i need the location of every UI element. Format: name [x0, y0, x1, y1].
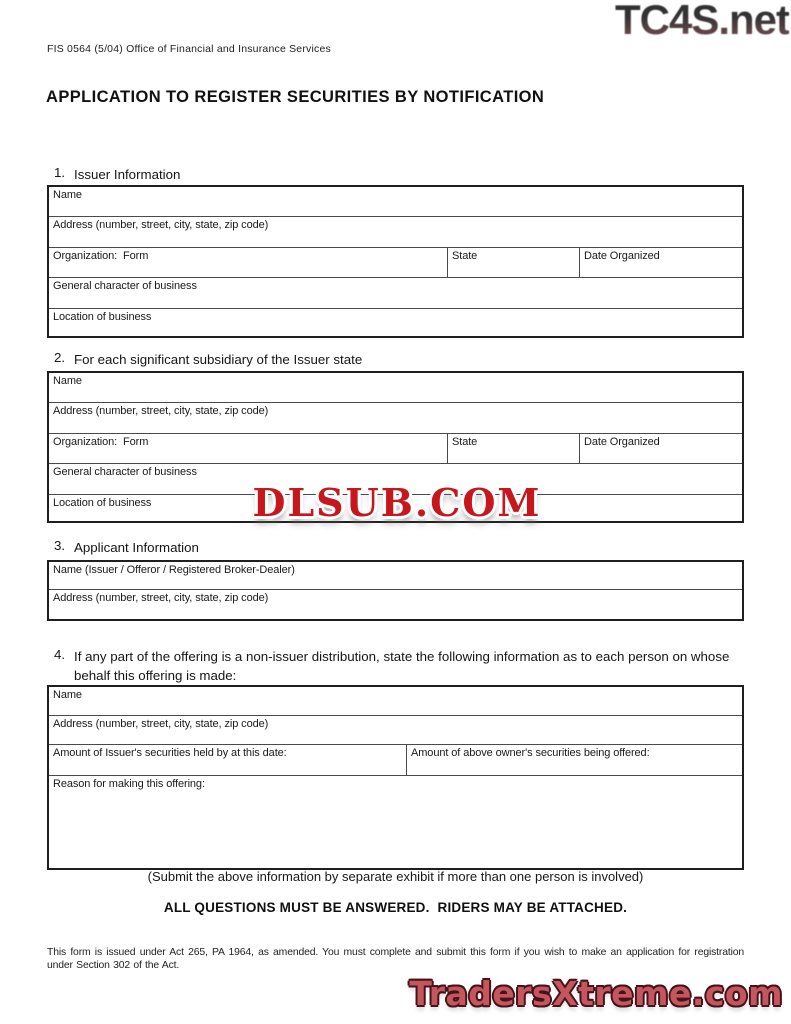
applicant-name-field[interactable]: [49, 562, 742, 590]
section3-title: Applicant Information: [74, 540, 199, 555]
amount-held-field[interactable]: [49, 745, 407, 775]
subsidiary-name-label: Name: [53, 375, 82, 387]
subsidiary-location-label: Location of business: [53, 497, 152, 509]
subsidiary-organization-row: [49, 434, 742, 464]
issuer-date-organized-field[interactable]: [580, 248, 742, 277]
reason-label: Reason for making this offering:: [53, 778, 205, 790]
form-title: APPLICATION TO REGISTER SECURITIES BY NOTIFICATION: [46, 88, 545, 106]
amount-held-label: Amount of Issuer's securities held by at this date:: [53, 747, 287, 759]
issuer-general-character-label: General character of business: [53, 280, 197, 292]
issuer-address-field[interactable]: [49, 217, 742, 248]
section4-heading: [54, 647, 754, 685]
owner-address-label: Address (number, street, city, state, zip code): [53, 718, 269, 730]
subsidiary-date-organized-field[interactable]: [580, 434, 742, 463]
issuer-name-label: Name: [53, 189, 82, 201]
subsidiary-organization-label: Organization: Form: [53, 436, 149, 448]
subsidiary-state-label: State: [452, 436, 478, 448]
owner-name-field[interactable]: [49, 687, 742, 716]
applicant-address-field[interactable]: [49, 590, 742, 619]
subsidiary-date-organized-label: Date Organized: [584, 436, 660, 448]
applicant-address-label: Address (number, street, city, state, zip code): [53, 592, 269, 604]
amounts-row: [49, 745, 742, 776]
issuer-organization-field[interactable]: [49, 248, 448, 277]
issuer-organization-label: Organization: Form: [53, 250, 149, 262]
subsidiary-address-label: Address (number, street, city, state, zip code): [53, 405, 269, 417]
section3-heading: [54, 538, 199, 557]
applicant-name-label: Name (Issuer / Offeror / Registered Broker-Dealer): [53, 564, 295, 576]
issuer-general-character-field[interactable]: [49, 278, 742, 309]
issuer-location-field[interactable]: [49, 309, 742, 336]
all-questions-note: ALL QUESTIONS MUST BE ANSWERED. RIDERS MAY BE ATTACHED.: [163, 900, 628, 915]
amount-offered-label: Amount of above owner's securities being offered:: [411, 747, 650, 759]
section2-number: 2.: [54, 350, 66, 365]
dlsub-watermark: DLSUB.COM: [252, 480, 542, 525]
issuer-address-label: Address (number, street, city, state, zip code): [53, 219, 269, 231]
subsidiary-name-field[interactable]: [49, 373, 742, 403]
section1-heading: [54, 165, 180, 184]
issuer-state-field[interactable]: [448, 248, 580, 277]
issuer-organization-row: [49, 248, 742, 278]
subsidiary-state-field[interactable]: [448, 434, 580, 463]
section4-number: 4.: [54, 647, 66, 662]
tradersxtreme-watermark: TradersXtreme.com: [409, 974, 783, 1013]
subsidiary-organization-field[interactable]: [49, 434, 448, 463]
section4-table: [47, 685, 744, 870]
amount-offered-field[interactable]: [407, 745, 742, 775]
reason-field[interactable]: [49, 776, 742, 868]
issuer-date-organized-label: Date Organized: [584, 250, 660, 262]
owner-address-field[interactable]: [49, 716, 742, 745]
section1-table: [47, 185, 744, 338]
issuer-location-label: Location of business: [53, 311, 152, 323]
subsidiary-general-character-label: General character of business: [53, 466, 197, 478]
section3-number: 3.: [54, 538, 66, 553]
owner-name-label: Name: [53, 689, 82, 701]
section2-title: For each significant subsidiary of the Issuer state: [74, 352, 363, 367]
issuer-state-label: State: [452, 250, 478, 262]
section3-table: [47, 560, 744, 621]
tc4s-watermark: TC4S.net: [615, 0, 789, 44]
section1-number: 1.: [54, 165, 66, 180]
act-note: This form is issued under Act 265, PA 1964, as amended. You must complete and submit this form if you wish to make an application for registration under Section 302 of the Act.: [47, 947, 744, 971]
issuer-name-field[interactable]: [49, 187, 742, 217]
section1-title: Issuer Information: [74, 167, 181, 182]
section2-heading: [54, 350, 362, 369]
form-number: FIS 0564 (5/04) Office of Financial and Insurance Services: [47, 43, 331, 55]
subsidiary-address-field[interactable]: [49, 403, 742, 434]
section4-title: If any part of the offering is a non-issuer distribution, state the following information as to each person on whose behalf this offering is made:: [74, 649, 734, 683]
submit-note: (Submit the above information by separate exhibit if more than one person is involved): [147, 869, 644, 884]
